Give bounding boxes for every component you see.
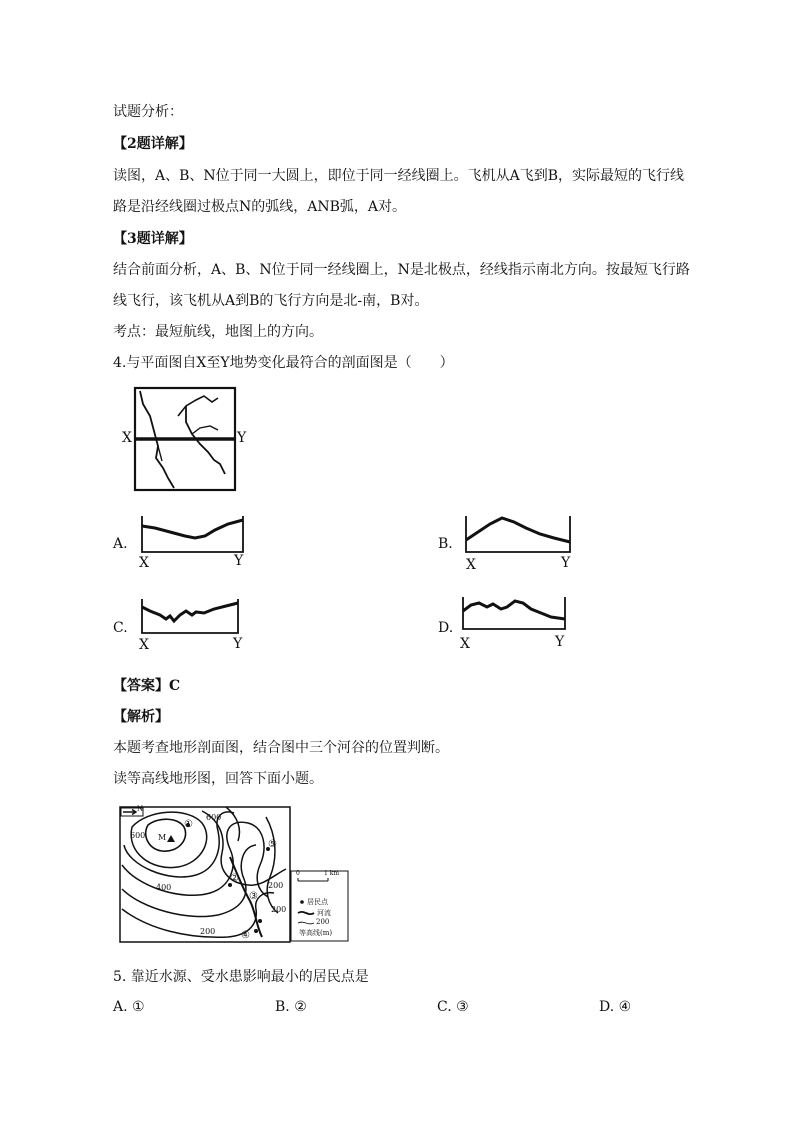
q5-option-c-value: ③ (456, 999, 469, 1015)
q2-detail-heading: 【2题详解】 (113, 136, 193, 152)
contour-intro: 读等高线地形图，回答下面小题。 (113, 771, 323, 787)
q5-option-c (437, 999, 469, 1015)
option-a-y-label: Y (234, 553, 244, 569)
plan-figure (118, 386, 253, 496)
legend-river: 河流 (317, 909, 331, 917)
q3-detail-text-1: 结合前面分析，A、B、N位于同一经线圈上，N是北极点，经线指示南北方向。按最短飞行路 (113, 262, 690, 278)
knowledge-point: 考点：最短航线，地图上的方向。 (113, 324, 323, 340)
profile-b (464, 514, 572, 554)
q3-detail-heading: 【3题详解】 (113, 231, 193, 247)
q5-option-d-value: ④ (618, 999, 632, 1015)
option-c-y-label: Y (233, 636, 243, 652)
q5-option-d-key: D. (599, 999, 615, 1015)
profile-c (140, 597, 240, 637)
q5-option-b-value: ② (294, 999, 307, 1015)
contour-label-400: 400 (156, 883, 172, 892)
peak-m-label: M (158, 833, 167, 842)
settlement-2-label: ② (230, 873, 239, 884)
explanation-heading: 【解析】 (113, 709, 169, 725)
option-a-key: A. (113, 536, 128, 552)
legend-contour: 等高线(m) (299, 929, 333, 937)
q5-option-d (599, 999, 631, 1015)
q3-detail-text-2: 线飞行，该飞机从A到B的飞行方向是北-南，B对。 (113, 293, 429, 309)
q5-option-c-key: C. (437, 999, 452, 1015)
option-c-key: C. (113, 620, 128, 636)
contour-label-200-b: 200 (268, 881, 284, 890)
question-5: 5. 靠近水源、受水患影响最小的居民点是 (113, 969, 369, 985)
q5-option-b-key: B. (275, 999, 290, 1015)
legend-settlement: 居民点 (307, 898, 328, 906)
settlement-3-label: ③ (249, 891, 258, 902)
option-b-key: B. (438, 536, 453, 552)
option-d-y-label: Y (555, 634, 565, 650)
q2-detail-text-2: 路是沿经线圈过极点N的弧线，ANB弧，A对。 (113, 199, 407, 215)
contour-map (118, 805, 350, 945)
settlement-4-label: ④ (241, 930, 250, 941)
q5-option-a-key: A. (113, 999, 128, 1015)
option-a-x-label: X (139, 555, 149, 571)
settlement-5-label: ⑤ (268, 839, 277, 850)
settlement-1-label: ① (184, 819, 193, 830)
question-4: 4.与平面图自X至Y地势变化最符合的剖面图是（ ） (113, 355, 454, 371)
plan-x-label: X (122, 430, 132, 446)
legend-contour-value: 200 (316, 918, 330, 926)
option-d-x-label: X (460, 636, 470, 652)
legend-scale-start: 0 (296, 870, 300, 877)
q2-detail-text-1: 读图，A、B、N位于同一大圆上，即位于同一经线圈上。飞机从A飞到B，实际最短的飞行线 (113, 168, 685, 184)
profile-d (461, 595, 567, 633)
q5-option-b (275, 999, 307, 1015)
option-c-x-label: X (139, 637, 149, 653)
option-b-x-label: X (466, 557, 476, 573)
q5-option-a (113, 999, 145, 1015)
q5-option-a-value: ① (132, 999, 145, 1015)
option-b-y-label: Y (561, 555, 571, 571)
analysis-heading: 试题分析： (113, 104, 183, 120)
legend-scale-end: 1 km (324, 870, 340, 877)
contour-label-200-a: 200 (200, 927, 216, 936)
plan-y-label: Y (237, 430, 247, 446)
contour-label-200-c: 200 (271, 905, 287, 914)
answer-line: 【答案】C (113, 678, 181, 694)
contour-label-600-b: 600 (130, 831, 146, 840)
north-label: N (137, 805, 144, 813)
option-d-key: D. (438, 620, 454, 636)
profile-a (140, 514, 245, 554)
explanation-text: 本题考查地形剖面图，结合图中三个河谷的位置判断。 (113, 740, 449, 756)
contour-label-600-a: 600 (206, 813, 222, 822)
